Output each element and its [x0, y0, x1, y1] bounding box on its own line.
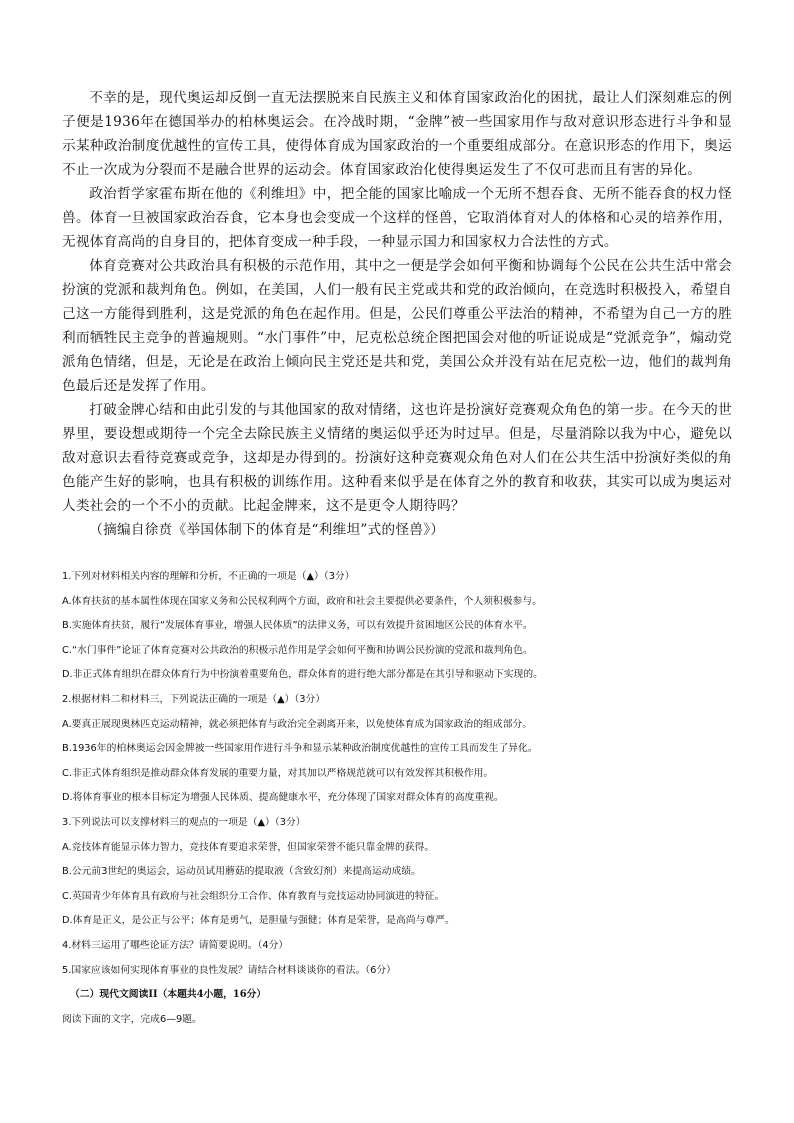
passage-paragraph-2: 政治哲学家霍布斯在他的《利维坦》中，把全能的国家比喻成一个无所不想吞食、无所不能吞食的权力怪兽。体育一旦被国家政治吞食，它本身也会变成一个这样的怪兽，它取消体育对人的体格和心灵的培养作用，无视体育高尚的自身目的，把体育变成一种手段，一种显示国力和国家权力合法性的方式。: [62, 186, 732, 250]
reading-passage-material-three: [62, 86, 732, 542]
question-3-stem: 3.下列说法可以支撑材料三的观点的一项是（▲）（3分）: [62, 816, 306, 828]
passage-paragraph-3: 体育竞赛对公共政治具有积极的示范作用，其中之一便是学会如何平衡和协调每个公民在公共生活中常会扮演的党派和裁判角色。例如，在美国，人们一般有民主党或共和党的政治倾向，在竞选时积极投入，希望自己这一方能得到胜利，这是党派的角色在起作用。但是，公民们尊重公平法治的精神，不希望为自己一方的胜利而牺牲民主竞争的普遍规则。“水门事件”中，尼克松总统企图把国会对他的听证说成是“党派竞争”，煽动党派角色情绪，但是，无论是在政治上倾向民主党还是共和党，美国公众并没有站在尼克松一边，他们的裁判角色最后还是发挥了作用。: [62, 258, 732, 394]
passage-citation: （摘编自徐贲《举国体制下的体育是“利维坦”式的怪兽》）: [89, 522, 445, 538]
passage-paragraph-1: 不幸的是，现代奥运却反倒一直无法摆脱来自民族主义和体育国家政治化的困扰，最让人们深刻难忘的例子便是1936年在德国举办的柏林奥运会。在冷战时期，“金牌”被一些国家用作与敌对意识形态进行斗争和显示某种政治制度优越性的宣传工具，使得体育成为国家政治的一个重要组成部分。在意识形态的作用下，奥运不止一次成为分裂而不是融合世界的运动会。体育国家政治化使得奥运发生了不仅可悲而且有害的异化。: [62, 90, 732, 178]
question-4-stem: 4.材料三运用了哪些论证方法？请简要说明。（4分）: [62, 939, 289, 951]
question-2-option-b: B.1936年的柏林奥运会因金牌被一些国家用作进行斗争和显示某种政治制度优越性的宣传工具而发生了异化。: [62, 743, 538, 755]
question-3-option-c: C.英国青少年体育具有政府与社会组织分工合作、体育教育与竞技运动协同演进的特征。: [62, 890, 445, 902]
question-5-stem: 5.国家应该如何实现体育事业的良性发展？请结合材料谈谈你的看法。（6分）: [62, 964, 396, 976]
question-3-option-a: A.竞技体育能显示体力智力，竞技体育要追求荣誉，但国家荣誉不能只靠金牌的获得。: [62, 841, 435, 853]
question-1-stem: 1.下列对材料相关内容的理解和分析，不正确的一项是（▲）（3分）: [62, 571, 355, 582]
question-2-stem: 2.根据材料二和材料三，下列说法正确的一项是（▲）（3分）: [62, 693, 326, 705]
passage-paragraph-4: 打破金牌心结和由此引发的与其他国家的敌对情绪，这也许是扮演好竞赛观众角色的第一步。在今天的世界里，要设想或期待一个完全去除民族主义情绪的奥运似乎还为时过早。但是，尽量消除以我为中心，避免以敌对意识去看待竞赛或竞争，这却是办得到的。扮演好这种竞赛观众角色对人们在公共生活中扮演好类似的角色能产生好的影响，也具有积极的训练作用。这种看来似乎是在体育之外的教育和收获，其实可以成为奥运对人类社会的一个不小的贡献。比起金牌来，这不是更令人期待吗？: [62, 402, 732, 514]
question-1-option-d: D.非正式体育组织在群众体育行为中扮演着重要角色，群众体育的进行绝大部分都是在其引导和驱动下实现的。: [62, 669, 543, 681]
question-3-option-d: D.体育是正义，是公正与公平；体育是勇气，是胆量与强健；体育是荣誉，是高尚与尊严。: [62, 915, 455, 927]
question-2-option-a: A.要真正展现奥林匹克运动精神，就必须把体育与政治完全剥离开来，以免使体育成为国家政治的组成部分。: [62, 718, 533, 730]
questions-block: [62, 565, 742, 1032]
question-2-option-c: C.非正式体育组织是推动群众体育发展的重要力量，对其加以严格规范就可以有效发挥其积极作用。: [62, 767, 494, 779]
section-instruction: 阅读下面的文字，完成6—9题。: [62, 1013, 202, 1025]
question-2-option-d: D.将体育事业的根本目标定为增强人民体质、提高健康水平，充分体现了国家对群众体育的高度重视。: [62, 792, 504, 804]
question-1-option-b: B.实施体育扶贫，履行“发展体育事业，增强人民体质”的法律义务，可以有效提升贫困地区公民的体育水平。: [62, 620, 533, 632]
question-1-option-a: A.体育扶贫的基本属性体现在国家义务和公民权利两个方面，政府和社会主要提供必要条件，个人须积极参与。: [62, 595, 542, 607]
question-3-option-b: B.公元前3世纪的奥运会，运动员试用蘑菇的提取液（含致幻剂）来提高运动成绩。: [62, 866, 421, 878]
question-1-option-c: C.“水门事件”论证了体育竞赛对公共政治的积极示范作用是学会如何平衡和协调公民扮演的党派和裁判角色。: [62, 644, 533, 656]
section-heading-modern-reading-2: （二）现代文阅读II（本题共4小题，16分）: [70, 989, 267, 1001]
